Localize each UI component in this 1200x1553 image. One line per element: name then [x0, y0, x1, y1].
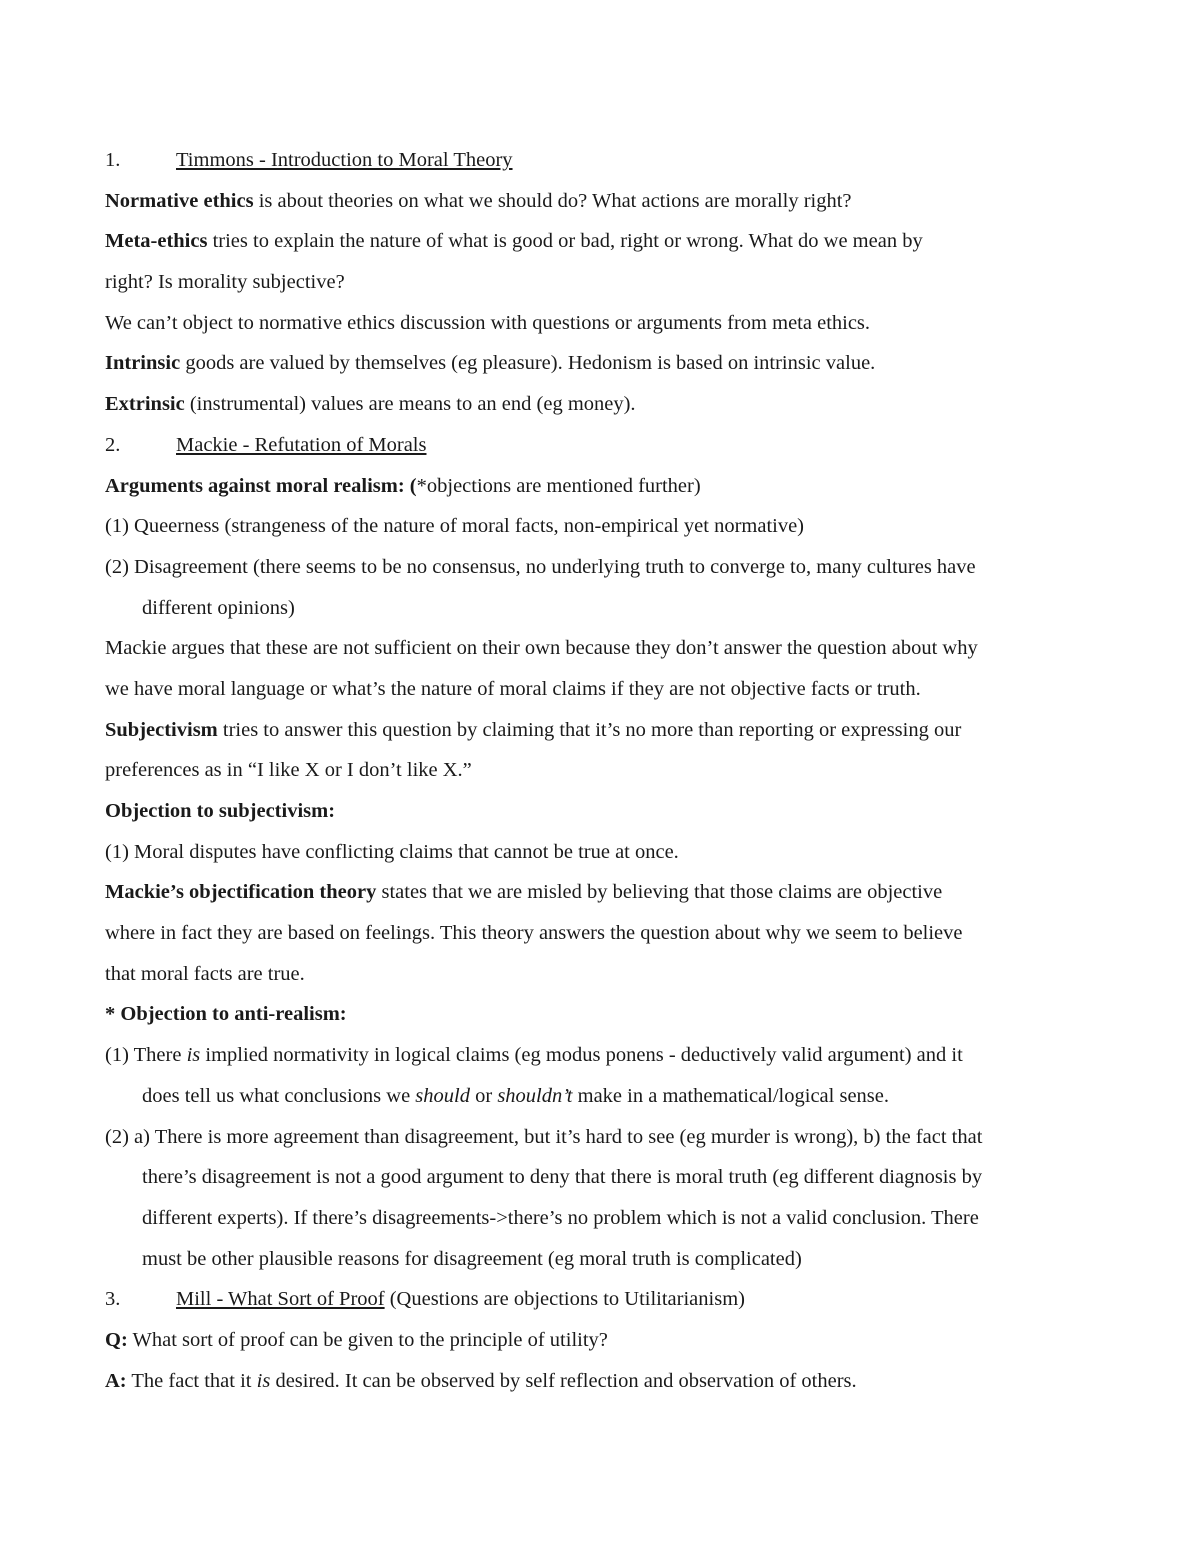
section-title: Mackie - Refutation of Morals	[176, 433, 427, 456]
paragraph-mackie-argues: Mackie argues that these are not sufficient on their own because they don’t answer the question about why	[105, 637, 978, 660]
list-item-moral-disputes: (1) Moral disputes have conflicting claims that cannot be true at once.	[105, 840, 679, 863]
document-page	[105, 140, 1125, 1401]
list-item-agreement-cont: different experts). If there’s disagreements->there’s no problem which is not a valid conclusion. There	[142, 1206, 979, 1229]
paragraph-meta-ethics: Meta-ethics tries to explain the nature of what is good or bad, right or wrong. What do we mean by	[105, 230, 923, 253]
list-item-agreement-cont: there’s disagreement is not a good argument to deny that there is moral truth (eg different diagnosis by	[142, 1166, 983, 1189]
term: Normative ethics	[105, 189, 254, 212]
list-item-agreement: (2) a) There is more agreement than disagreement, but it’s hard to see (eg murder is wrong), b) the fact that	[105, 1125, 983, 1148]
list-item-queerness: (1) Queerness (strangeness of the nature of moral facts, non-empirical yet normative)	[105, 515, 805, 538]
paragraph-subjectivism-cont: preferences as in “I like X or I don’t like X.”	[105, 759, 472, 782]
paragraph-normative-ethics: Normative ethics is about theories on what we should do? What actions are morally right?	[105, 189, 852, 212]
answer-line: A: The fact that it is desired. It can be observed by self reflection and observation of others.	[105, 1369, 857, 1392]
section-title: Timmons - Introduction to Moral Theory	[176, 149, 513, 171]
paragraph-meta-ethics-cont: right? Is morality subjective?	[105, 271, 345, 294]
list-item-disagreement-cont: different opinions)	[142, 596, 295, 619]
term: Mackie’s objectification theory	[105, 881, 377, 904]
paragraph-mackie-argues-cont: we have moral language or what’s the nature of moral claims if they are not objective facts or truth.	[105, 677, 921, 700]
question-line: Q: What sort of proof can be given to the principle of utility?	[105, 1328, 608, 1351]
section-number: 1.	[105, 149, 121, 171]
section-heading-2	[105, 425, 1125, 466]
paragraph-intrinsic: Intrinsic goods are valued by themselves (eg pleasure). Hedonism is based on intrinsic value.	[105, 352, 876, 375]
term: Meta-ethics	[105, 230, 208, 253]
paragraph-extrinsic: Extrinsic (instrumental) values are means to an end (eg money).	[105, 393, 636, 416]
paragraph-objectification-theory: Mackie’s objectification theory states that we are misled by believing that those claims are objective	[105, 881, 943, 904]
term: Subjectivism	[105, 718, 218, 741]
section-note: (Questions are objections to Utilitarianism)	[384, 1288, 745, 1311]
paragraph-objectification-theory-cont: where in fact they are based on feelings. This theory answers the question about why we seem to believe	[105, 922, 963, 945]
list-item-disagreement: (2) Disagreement (there seems to be no consensus, no underlying truth to converge to, many cultures have	[105, 555, 976, 578]
paragraph-objection-note: We can’t object to normative ethics discussion with questions or arguments from meta ethics.	[105, 311, 871, 334]
section-number: 2.	[105, 433, 121, 456]
subheading-objection-subjectivism: Objection to subjectivism:	[105, 800, 336, 822]
paragraph-subjectivism: Subjectivism tries to answer this question by claiming that it’s no more than reporting or expressing our	[105, 718, 962, 741]
section-title: Mill - What Sort of Proof	[176, 1288, 385, 1311]
section-number: 3.	[105, 1288, 121, 1311]
paragraph-objectification-theory-cont: that moral facts are true.	[105, 962, 305, 985]
term: Arguments against moral realism: (	[105, 474, 417, 497]
question-label: Q:	[105, 1328, 128, 1351]
list-item-normativity: (1) There is implied normativity in logical claims (eg modus ponens - deductively valid argument) and it	[105, 1044, 963, 1067]
section-heading-3	[105, 1279, 1125, 1320]
term: Extrinsic	[105, 393, 185, 416]
section-heading-1	[105, 140, 1125, 181]
list-item-agreement-cont: must be other plausible reasons for disagreement (eg moral truth is complicated)	[142, 1247, 802, 1270]
paragraph-arguments-heading: Arguments against moral realism: (*objections are mentioned further)	[105, 474, 701, 497]
subheading-objection-anti-realism: * Objection to anti-realism:	[105, 1003, 347, 1026]
term: Intrinsic	[105, 352, 181, 375]
answer-label: A:	[105, 1369, 127, 1392]
list-item-normativity-cont: does tell us what conclusions we should or shouldn’t make in a mathematical/logical sense.	[142, 1084, 889, 1107]
